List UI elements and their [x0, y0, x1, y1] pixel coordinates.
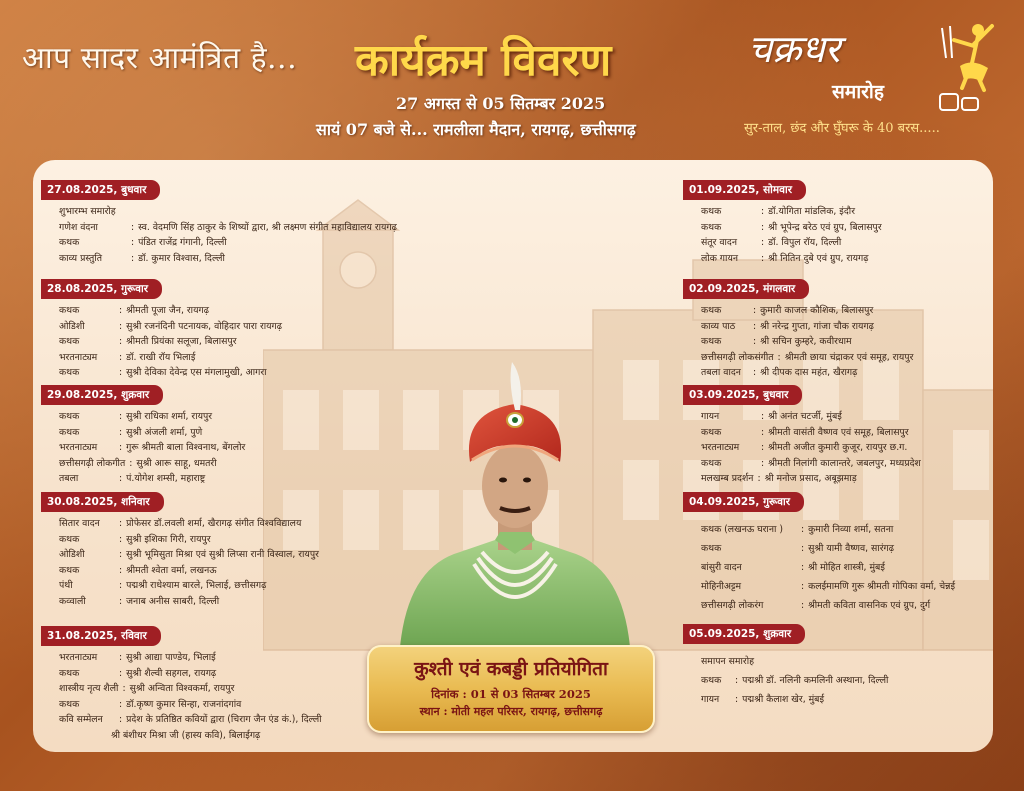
day-heading: 05.09.2025, शुक्रवार [683, 624, 805, 644]
item-category: कथक [701, 543, 722, 554]
list-item: कथक : श्री सचिन कुम्हरे, कवीरधाम [701, 334, 913, 350]
item-category: भरतनाट्यम [59, 442, 98, 454]
list-item: कथक : सुश्री राधिका शर्मा, रायपुर [59, 409, 245, 425]
event-date: दिनांक : 01 से 03 सितम्बर 2025 [431, 687, 591, 701]
item-performer: सुश्री भूमिसुता मिश्रा एवं सुश्री लिप्सा रानी विस्वाल, रायपुर [126, 549, 319, 561]
item-category: कथक (लखनऊ घराना ) [701, 524, 783, 535]
list-item: भरतनाट्यम : सुश्री आद्या पाण्डेय, भिलाई [59, 650, 322, 666]
list-item: कथक : श्रीमती श्वेता वर्मा, लखनऊ [59, 563, 319, 579]
list-item: गायन : श्री अनंत चटर्जी, मुंबई [701, 409, 921, 425]
item-performer: डॉ. कुमार विश्वास, दिल्ली [138, 252, 225, 264]
item-performer: श्रीमती अजीत कुमारी कुजूर, रायपुर छ.ग. [768, 442, 908, 454]
event-title: कुश्ती एवं कबड्डी प्रतियोगिता [414, 658, 608, 680]
list-item: गायन : पद्मश्री कैलाश खेर, मुंबई [701, 690, 888, 709]
dancer-icon [932, 18, 1002, 118]
item-category: कथक [701, 305, 722, 316]
list-item: कथक : कुमारी काजल कौशिक, बिलासपुर [701, 303, 913, 319]
list-item: मलखम्ब प्रदर्शन : श्री मनोज प्रसाद, अबूझमाड़ [701, 471, 921, 487]
day-block [683, 383, 921, 487]
item-category: पंथी [59, 580, 73, 592]
list-item: शास्त्रीय नृत्य शैली : सुश्री अन्विता विश्वकर्मा, रायपुर [59, 681, 322, 697]
list-item: कथक : पंडित राजेंद्र गंगानी, दिल्ली [59, 235, 397, 251]
item-performer: सुश्री राधिका शर्मा, रायपुर [126, 411, 213, 422]
item-performer: डॉ.योगिता मांडलिक, इंदौर [768, 206, 855, 217]
item-category: कथक [701, 336, 722, 348]
list-item: छत्तीसगढ़ी लोकरंग : श्रीमती कविता वासनिक एवं ग्रुप, दुर्ग [701, 596, 955, 615]
list-item: सितार वादन : प्रोफेसर डॉ.लवली शर्मा, खैरागढ़ संगीत विश्वविद्यालय [59, 516, 319, 532]
list-item: भरतनाट्यम : गुरू श्रीमती बाला विश्वनाथ, बेंगलोर [59, 440, 245, 456]
item-category: गायन [701, 411, 720, 422]
item-category: गायन [701, 694, 720, 705]
item-performer: पद्मश्री राधेश्याम बारले, भिलाई, छत्तीसगढ़ [126, 580, 267, 592]
list-item: काव्य पाठ : श्री नरेन्द्र गुप्ता, गांजा चौक रायगढ़ [701, 319, 913, 335]
day-block [683, 490, 955, 615]
item-performer: श्रीमती श्वेता वर्मा, लखनऊ [126, 564, 217, 576]
item-category: भरतनाट्यम [59, 351, 98, 363]
list-item: कथक : डॉ.कृष्ण कुमार सिन्हा, राजनांदगांव [59, 697, 322, 713]
day-block [41, 178, 397, 266]
item-category: कथक [701, 675, 722, 686]
list-item: कथक : श्री भूपेन्द्र बरेठ एवं ग्रुप, बिलासपुर [701, 220, 882, 236]
item-category: कथक [59, 426, 80, 438]
list-item: कथक : डॉ.योगिता मांडलिक, इंदौर [701, 204, 882, 220]
item-performer: श्री अनंत चटर्जी, मुंबई [768, 411, 842, 422]
day-heading: 28.08.2025, गुरूवार [41, 279, 162, 299]
list-item: कव्वाली : जनाब अनीस साबरी, दिल्ली [59, 594, 319, 610]
item-performer: श्रीमती वासंती वैष्णव एवं समूह, बिलासपुर [768, 426, 909, 438]
item-performer: कुमारी निव्या शर्मा, सतना [808, 524, 894, 535]
item-category: भरतनाट्यम [59, 652, 98, 663]
item-category: कथक [59, 533, 80, 545]
item-category: समापन समारोह [701, 656, 755, 667]
list-item: कथक : श्रीमती प्रियंका सलूजा, बिलासपुर [59, 334, 282, 350]
item-performer: श्री दीपक दास महंत, खैरागढ़ [760, 367, 858, 379]
item-category: कथक [701, 221, 722, 233]
logo-wordmark: चक्रधर [748, 27, 841, 71]
event-place: स्थान : मोती महल परिसर, रायगढ़, छत्तीसगढ़ [419, 705, 603, 718]
item-category: कथक [701, 426, 722, 438]
day-heading: 31.08.2025, रविवार [41, 626, 161, 646]
item-performer: श्रीमती प्रियंका सलूजा, बिलासपुर [126, 336, 237, 348]
page-title: कार्यक्रम विवरण [355, 35, 612, 86]
list-item: काव्य प्रस्तुति : डॉ. कुमार विश्वास, दिल्ली [59, 251, 397, 267]
list-item: छत्तीसगढ़ी लोकगीत : सुश्री आरू साहू, धमतरी [59, 456, 245, 472]
item-performer: सुश्री शैल्वी सहगल, रायगढ़ [126, 667, 217, 679]
item-performer: जनाब अनीस साबरी, दिल्ली [126, 595, 220, 607]
item-category: कथक [59, 367, 80, 379]
item-performer: सुश्री अंजली शर्मा, पुणे [126, 426, 203, 438]
list-item: तबला वादन : श्री दीपक दास महंत, खैरागढ़ [701, 365, 913, 381]
item-performer: सुश्री देविका देवेन्द्र एस मंगलामुखी, आगरा [126, 367, 267, 379]
item-performer: डॉ.कृष्ण कुमार सिन्हा, राजनांदगांव [126, 698, 242, 710]
item-performer: डॉ. राखी रॉय भिलाई [126, 351, 196, 363]
item-performer: स्व. वेदमणि सिंह ठाकुर के शिष्यों द्वारा, श्री लक्ष्मण संगीत महाविद्यालय रायगढ़ [138, 221, 397, 233]
list-item: तबला : पं.योगेश शम्सी, महाराष्ट्र [59, 471, 245, 487]
item-performer: सुश्री यामी वैष्णव, सारंगढ़ [808, 543, 895, 554]
list-item: बांसुरी वादन : श्री मोहित शास्त्री, मुंबई [701, 558, 955, 577]
item-category: कथक [59, 305, 80, 316]
item-performer: श्री मनोज प्रसाद, अबूझमाड़ [764, 473, 857, 485]
item-performer: श्री भूपेन्द्र बरेठ एवं ग्रुप, बिलासपुर [768, 221, 882, 233]
list-item [701, 652, 888, 671]
list-item: गणेश वंदना : स्व. वेदमणि सिंह ठाकुर के शिष्यों द्वारा, श्री लक्ष्मण संगीत महाविद्यालय रायगढ़ [59, 220, 397, 236]
item-performer: श्री बंशीधर मिश्रा जी (हास्य कवि), बिलाईगढ़ [111, 729, 261, 741]
item-category: शास्त्रीय नृत्य शैली [59, 683, 119, 695]
list-item: कथक (लखनऊ घराना ) : कुमारी निव्या शर्मा, सतना [701, 520, 955, 539]
item-category: गणेश वंदना [59, 221, 98, 233]
item-category: सितार वादन [59, 518, 100, 529]
item-performer: पं.योगेश शम्सी, महाराष्ट्र [126, 473, 206, 485]
item-category: कव्वाली [59, 595, 86, 607]
item-performer: डॉ. विपुल रॉय, दिल्ली [768, 237, 842, 249]
item-category: कवि सम्मेलन [59, 714, 103, 726]
festival-venue: सायं 07 बजे से... रामलीला मैदान, रायगढ़, छत्तीसगढ़ [316, 120, 636, 139]
item-performer: श्रीमती कविता वासनिक एवं ग्रुप, दुर्ग [808, 600, 931, 611]
item-performer: सुश्री आरू साहू, धमतरी [136, 457, 217, 469]
item-category: ओडिशी [59, 320, 85, 332]
festival-dates: 27 अगस्त से 05 सितम्बर 2025 [396, 94, 606, 113]
list-item: ओडिशी : सुश्री रजनंदिनी पटनायक, वोहिदार पारा रायगढ़ [59, 319, 282, 335]
item-performer: श्री नितिन दुबे एवं ग्रुप, रायगढ़ [768, 252, 869, 264]
item-category: ओडिशी [59, 549, 85, 561]
item-performer: श्रीमती छाया चंद्राकर एवं समूह, रायपुर [784, 351, 914, 363]
item-performer: सुश्री अन्विता विश्वकर्मा, रायपुर [129, 683, 235, 695]
list-item: कथक : सुश्री यामी वैष्णव, सारंगढ़ [701, 539, 955, 558]
item-performer: श्री सचिन कुम्हरे, कवीरधाम [760, 336, 852, 348]
day-heading: 02.09.2025, मंगलवार [683, 279, 809, 299]
list-item [59, 728, 322, 744]
item-category: छत्तीसगढ़ी लोकगीत [59, 457, 126, 469]
item-performer: गुरू श्रीमती बाला विश्वनाथ, बेंगलोर [126, 442, 246, 454]
list-item: छत्तीसगढ़ी लोकसंगीत : श्रीमती छाया चंद्राकर एवं समूह, रायपुर [701, 350, 913, 366]
day-heading: 29.08.2025, शुक्रवार [41, 385, 163, 405]
list-item: कथक : श्रीमती वासंती वैष्णव एवं समूह, बिलासपुर [701, 425, 921, 441]
item-performer: श्रीमती निलांगी कालान्तरे, जबलपुर, मध्यप्रदेश [768, 457, 921, 469]
item-category: शुभारम्भ समारोह [59, 206, 116, 217]
list-item: कथक : श्रीमती निलांगी कालान्तरे, जबलपुर, मध्यप्रदेश [701, 456, 921, 472]
item-performer: सुश्री रजनंदिनी पटनायक, वोहिदार पारा रायगढ़ [126, 320, 283, 332]
list-item: भरतनाट्यम : श्रीमती अजीत कुमारी कुजूर, रायपुर छ.ग. [701, 440, 921, 456]
item-performer: कुमारी काजल कौशिक, बिलासपुर [760, 305, 874, 316]
day-block [41, 277, 282, 381]
item-category: कथक [59, 698, 80, 710]
wrestling-kabaddi-event [367, 645, 655, 733]
list-item: कथक : सुश्री इशिका गिरी, रायपुर [59, 532, 319, 548]
list-item: कथक : पद्मश्री डॉ. नलिनी कमलिनी अस्थाना, दिल्ली [701, 671, 888, 690]
day-heading: 03.09.2025, बुधवार [683, 385, 802, 405]
item-category: छत्तीसगढ़ी लोकरंग [701, 600, 764, 611]
item-category: काव्य पाठ [701, 320, 736, 332]
item-performer: प्रोफेसर डॉ.लवली शर्मा, खैरागढ़ संगीत विश्वविद्यालय [126, 518, 302, 529]
item-category: संतूर वादन [701, 237, 738, 249]
item-performer: पंडित राजेंद्र गंगानी, दिल्ली [138, 237, 227, 249]
list-item: लोक गायन : श्री नितिन दुबे एवं ग्रुप, रायगढ़ [701, 251, 882, 267]
day-block [683, 277, 913, 381]
item-performer: प्रदेश के प्रतिष्ठित कवियों द्वारा (चिराग जैन एंड कं.), दिल्ली [126, 714, 322, 726]
item-category: लोक गायन [701, 252, 739, 264]
item-category: तबला [59, 473, 79, 485]
item-category: तबला वादन [701, 367, 741, 379]
list-item: पंथी : पद्मश्री राधेश्याम बारले, भिलाई, छत्तीसगढ़ [59, 578, 319, 594]
day-heading: 04.09.2025, गुरूवार [683, 492, 804, 512]
item-performer: श्रीमती पूजा जैन, रायगढ़ [126, 305, 209, 316]
item-category: कथक [59, 411, 80, 422]
list-item: कथक : सुश्री शैल्वी सहगल, रायगढ़ [59, 666, 322, 682]
festival-logo [740, 18, 1010, 143]
item-performer: पद्मश्री डॉ. नलिनी कमलिनी अस्थाना, दिल्ली [742, 675, 889, 686]
item-category: मोहिनीअट्टम [701, 581, 742, 592]
item-category: कथक [59, 564, 80, 576]
invite-text: आप सादर आमंत्रित है... [22, 41, 298, 76]
item-category: कथक [59, 667, 80, 679]
item-performer: श्री नरेन्द्र गुप्ता, गांजा चौक रायगढ़ [760, 320, 874, 332]
day-block [41, 624, 322, 744]
item-category: कथक [701, 457, 722, 469]
list-item: भरतनाट्यम : डॉ. राखी रॉय भिलाई [59, 350, 282, 366]
list-item: संतूर वादन : डॉ. विपुल रॉय, दिल्ली [701, 235, 882, 251]
list-item: कवि सम्मेलन : प्रदेश के प्रतिष्ठित कवियों द्वारा (चिराग जैन एंड कं.), दिल्ली [59, 712, 322, 728]
list-item [59, 204, 397, 220]
item-category: बांसुरी वादन [701, 562, 742, 573]
day-block [683, 178, 882, 266]
list-item: कथक : सुश्री देविका देवेन्द्र एस मंगलामुखी, आगरा [59, 365, 282, 381]
item-performer: कलईमामणि गुरू श्रीमती गोपिका वर्मा, चेन्नई [808, 581, 956, 592]
item-category: काव्य प्रस्तुति [59, 252, 102, 264]
list-item: कथक : श्रीमती पूजा जैन, रायगढ़ [59, 303, 282, 319]
item-category: भरतनाट्यम [701, 442, 740, 454]
list-item: मोहिनीअट्टम : कलईमामणि गुरू श्रीमती गोपिका वर्मा, चेन्नई [701, 577, 955, 596]
logo-tagline: सुर-ताल, छंद और घुँघरू के 40 बरस..... [744, 121, 940, 136]
portrait-illustration [400, 362, 630, 647]
item-performer: सुश्री इशिका गिरी, रायपुर [126, 533, 211, 545]
list-item: कथक : सुश्री अंजली शर्मा, पुणे [59, 425, 245, 441]
day-block [41, 383, 245, 487]
item-category: छत्तीसगढ़ी लोकसंगीत [701, 351, 774, 363]
item-category: कथक [701, 206, 722, 217]
item-category: कथक [59, 237, 80, 249]
day-block [41, 490, 319, 610]
day-heading: 01.09.2025, सोमवार [683, 180, 806, 200]
item-category: कथक [59, 336, 80, 348]
item-performer: सुश्री आद्या पाण्डेय, भिलाई [126, 652, 216, 663]
day-block [683, 622, 888, 709]
item-performer: श्री मोहित शास्त्री, मुंबई [808, 562, 885, 573]
item-category: मलखम्ब प्रदर्शन [701, 473, 754, 485]
day-heading: 27.08.2025, बुधवार [41, 180, 160, 200]
item-performer: पद्मश्री कैलाश खेर, मुंबई [742, 694, 825, 705]
day-heading: 30.08.2025, शनिवार [41, 492, 164, 512]
list-item: ओडिशी : सुश्री भूमिसुता मिश्रा एवं सुश्री लिप्सा रानी विस्वाल, रायपुर [59, 547, 319, 563]
logo-subtitle: समारोह [832, 81, 884, 103]
